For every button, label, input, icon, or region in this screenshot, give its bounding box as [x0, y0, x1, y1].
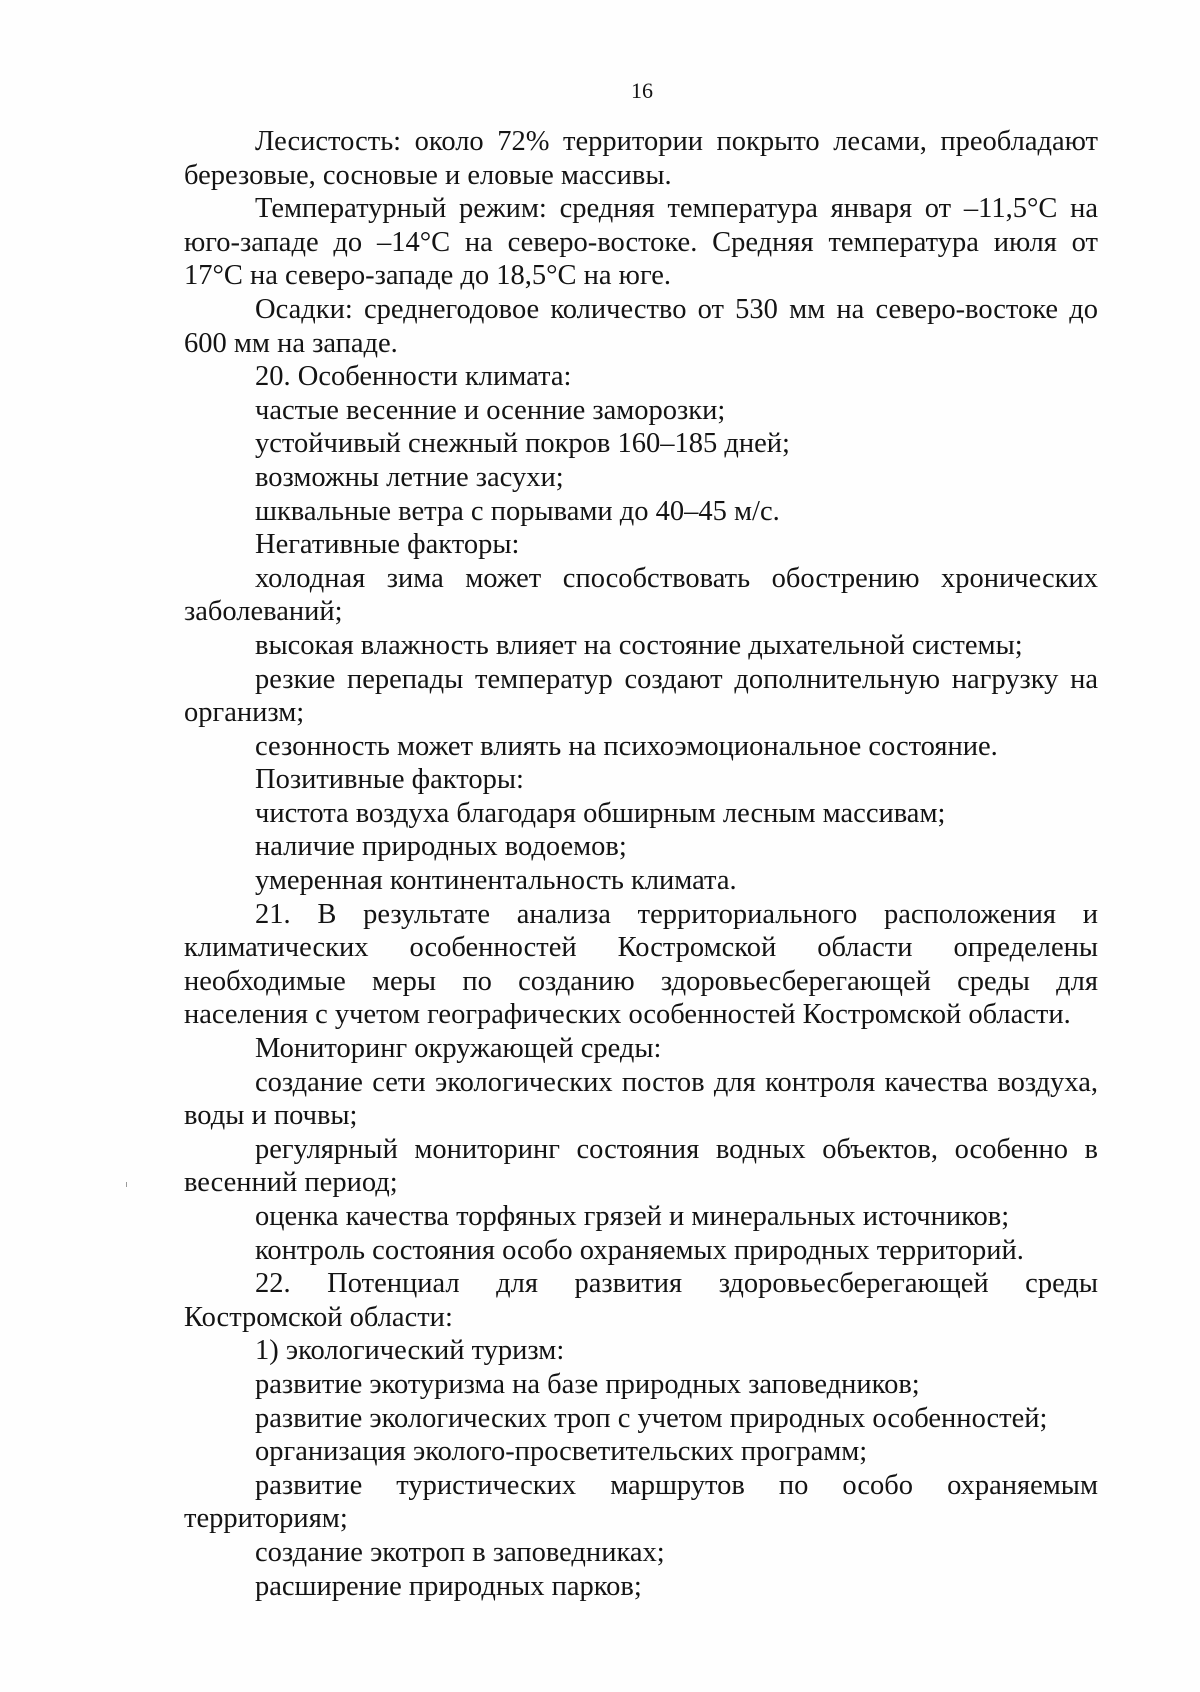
list-item: чистота воздуха благодаря обширным лесным массивам;	[255, 797, 946, 829]
subheading-negative-factors: Негативные факторы:	[255, 529, 520, 561]
list-item: развитие экотуризма на базе природных заповедников;	[255, 1368, 920, 1400]
section-paragraph-22: 22. Потенциал для развития здоровьесберегающей среды Костромской области:	[184, 1268, 1098, 1333]
section-paragraph-21: 21. В результате анализа территориального расположения и климатических особенностей Костромской области определены необходимые меры по созданию здоровьесберегающей среды для населения с учетом географических особенностей Костромской области.	[184, 898, 1098, 1031]
paragraph-forest-cover: Лесистость: около 72% территории покрыто лесами, преобладают березовые, сосновые и еловые массивы.	[184, 126, 1098, 191]
list-item: устойчивый снежный покров 160–185 дней;	[255, 428, 790, 460]
list-item: частые весенние и осенние заморозки;	[255, 394, 726, 426]
list-item: создание сети экологических постов для контроля качества воздуха, воды и почвы;	[184, 1066, 1098, 1132]
list-item: создание экотроп в заповедниках;	[255, 1536, 665, 1568]
list-item: умеренная континентальность климата.	[255, 865, 737, 897]
paragraph-precipitation: Осадки: среднегодовое количество от 530 мм на северо-востоке до 600 мм на западе.	[184, 293, 1098, 359]
list-item: сезонность может влиять на психоэмоциональное состояние.	[255, 730, 998, 762]
list-item: холодная зима может способствовать обострению хронических заболеваний;	[184, 562, 1098, 628]
list-item: развитие туристических маршрутов по особо охраняемым территориям;	[184, 1469, 1098, 1535]
paragraph-temperature: Температурный режим: средняя температура января от –11,5°С на юго-западе до –14°С на северо-востоке. Средняя температура июля от 17°С на северо-западе до 18,5°С на юге.	[184, 193, 1098, 292]
page-number: 16	[631, 78, 653, 103]
list-item: наличие природных водоемов;	[255, 831, 627, 863]
list-item: шквальные ветра с порывами до 40–45 м/с.	[255, 495, 780, 527]
list-item: высокая влажность влияет на состояние дыхательной системы;	[255, 629, 1023, 661]
list-item: расширение природных парков;	[255, 1570, 642, 1602]
subheading-monitoring: Мониторинг окружающей среды:	[255, 1033, 662, 1065]
list-item: регулярный мониторинг состояния водных объектов, особенно в весенний период;	[184, 1133, 1098, 1199]
list-item: развитие экологических троп с учетом природных особенностей;	[255, 1402, 1048, 1434]
list-item: контроль состояния особо охраняемых природных территорий.	[255, 1234, 1024, 1266]
document-body	[184, 125, 1098, 1603]
list-item: резкие перепады температур создают дополнительную нагрузку на организм;	[184, 663, 1098, 729]
subheading-eco-tourism: 1) экологический туризм:	[255, 1335, 565, 1367]
list-item: оценка качества торфяных грязей и минеральных источников;	[255, 1201, 1010, 1232]
subheading-positive-factors: Позитивные факторы:	[255, 764, 524, 796]
list-item: организация эколого-просветительских программ;	[255, 1436, 868, 1468]
section-heading-20: 20. Особенности климата:	[255, 361, 572, 393]
list-item: возможны летние засухи;	[255, 461, 564, 493]
scan-speck	[126, 1182, 127, 1187]
